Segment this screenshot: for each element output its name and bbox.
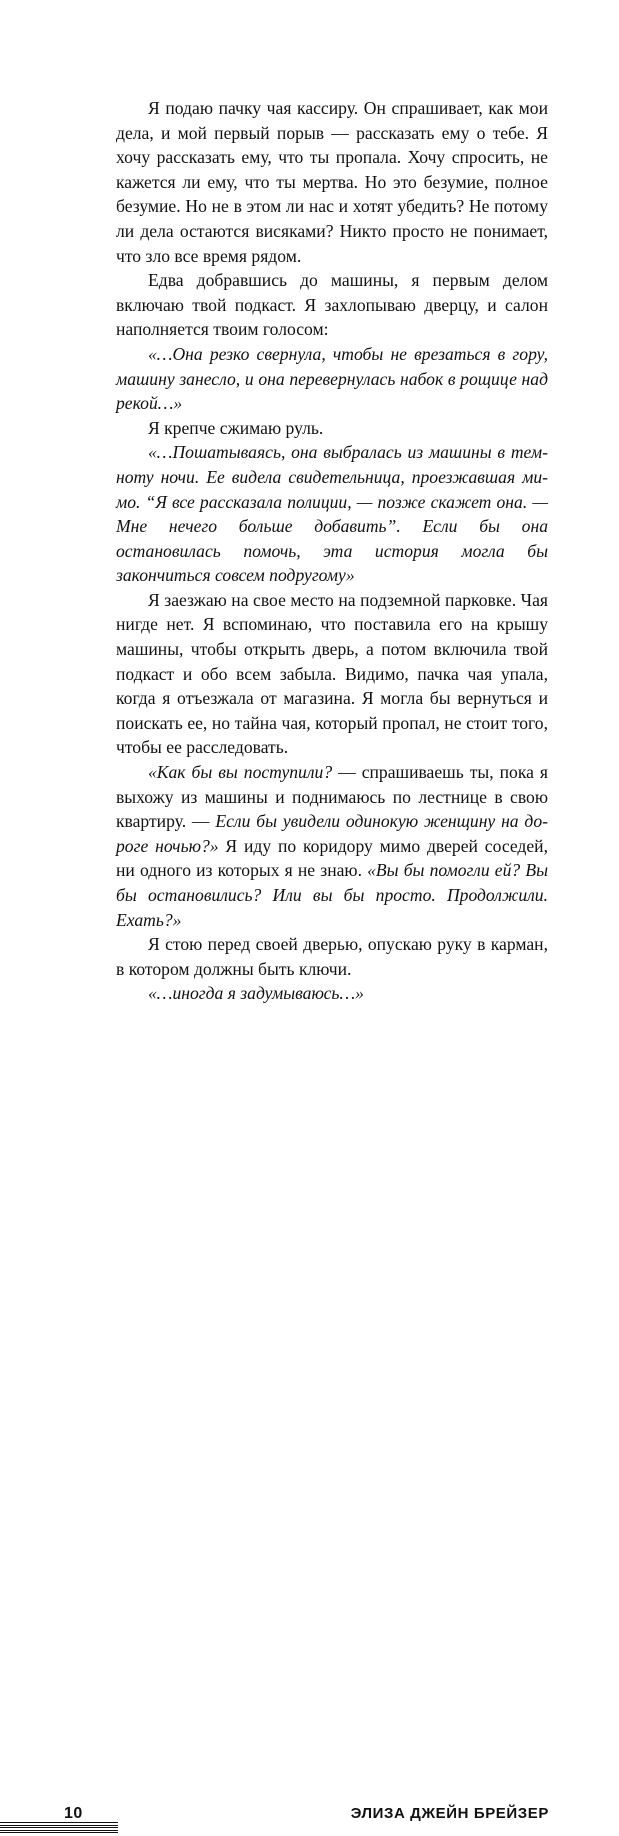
paragraph bbox=[116, 268, 548, 342]
text-run: Я стою перед своей дверью, опускаю руку в карман, в котором должны быть ключи. bbox=[116, 934, 548, 979]
italic-text-run: «…иногда я задумываюсь…» bbox=[148, 983, 364, 1004]
text-run: — спрашиваешь ты, пока я выхожу из машины и поднимаюсь по лестнице в свою квартиру. — bbox=[116, 762, 549, 832]
text-run: Я крепче сжимаю руль. bbox=[148, 417, 324, 438]
footer-decorative-rule bbox=[0, 1822, 118, 1836]
paragraph bbox=[116, 96, 548, 268]
paragraph bbox=[116, 416, 548, 441]
text-run: Я заезжаю на свое место на подземной парковке. Чая нигде нет. Я вспоминаю, что поставила его на крышу машины, чтобы открыть дверь, а потом включила твой подкаст и обо всем забыла. Видимо, пачка чая упала, когда я отъезжала от магазина. Я могла бы вернуться и поискать ее, но тайна чая, который пропал, не стоит того, чтобы ее расследовать. bbox=[116, 589, 548, 758]
italic-text-run: «Как бы вы поступили? bbox=[148, 762, 333, 783]
text-run: Едва добравшись до машины, я первым делом включаю твой подкаст. Я захлопываю дверцу, и салон наполняется твоим голосом: bbox=[116, 270, 548, 340]
page-number: 10 bbox=[64, 1805, 83, 1822]
italic-text-run: «…Пошатываясь, она выбралась из машины в темноту ночи. Ее видела свидетельница, проезжавшая мимо. “Я все рассказала полиции, — позже скажет она. — Мне нечего больше добавить”. Если бы она остановилась помочь, эта история могла бы закончиться совсем подругому» bbox=[116, 442, 548, 586]
italic-text-run: «…Она резко свернула, чтобы не врезаться в гору, машину занесло, и она перевернулась набок в рощице над рекой…» bbox=[116, 343, 548, 414]
paragraph bbox=[116, 588, 548, 760]
running-head-author: ЭЛИЗА ДЖЕЙН БРЕЙЗЕР bbox=[350, 1805, 549, 1822]
text-run: Я подаю пачку чая кассиру. Он спрашивает, как мои дела, и мой первый порыв — рассказать ему о тебе. Я хочу рассказать ему, что ты пропала. Хочу спросить, не кажется ли ему, что ты мертва. Но это безумие, полное безумие. Но не в этом ли нас и хотят убедить? Не потому ли дела остаются висяками? Никто просто не понимает, что зло все время рядом. bbox=[116, 98, 548, 266]
body-text bbox=[116, 96, 548, 1006]
paragraph bbox=[116, 440, 548, 588]
paragraph bbox=[116, 981, 548, 1006]
italic-text-run: Если бы увидели одинокую женщину на дороге ночью?» bbox=[116, 811, 548, 856]
paragraph bbox=[116, 342, 548, 416]
text-run: Я иду по коридору мимо дверей соседей, ни одного из которых я не знаю. bbox=[116, 835, 548, 881]
italic-text-run: «Вы бы помогли ей? Вы бы остановились? Или вы бы просто. Продолжили. Ехать?» bbox=[116, 860, 548, 930]
